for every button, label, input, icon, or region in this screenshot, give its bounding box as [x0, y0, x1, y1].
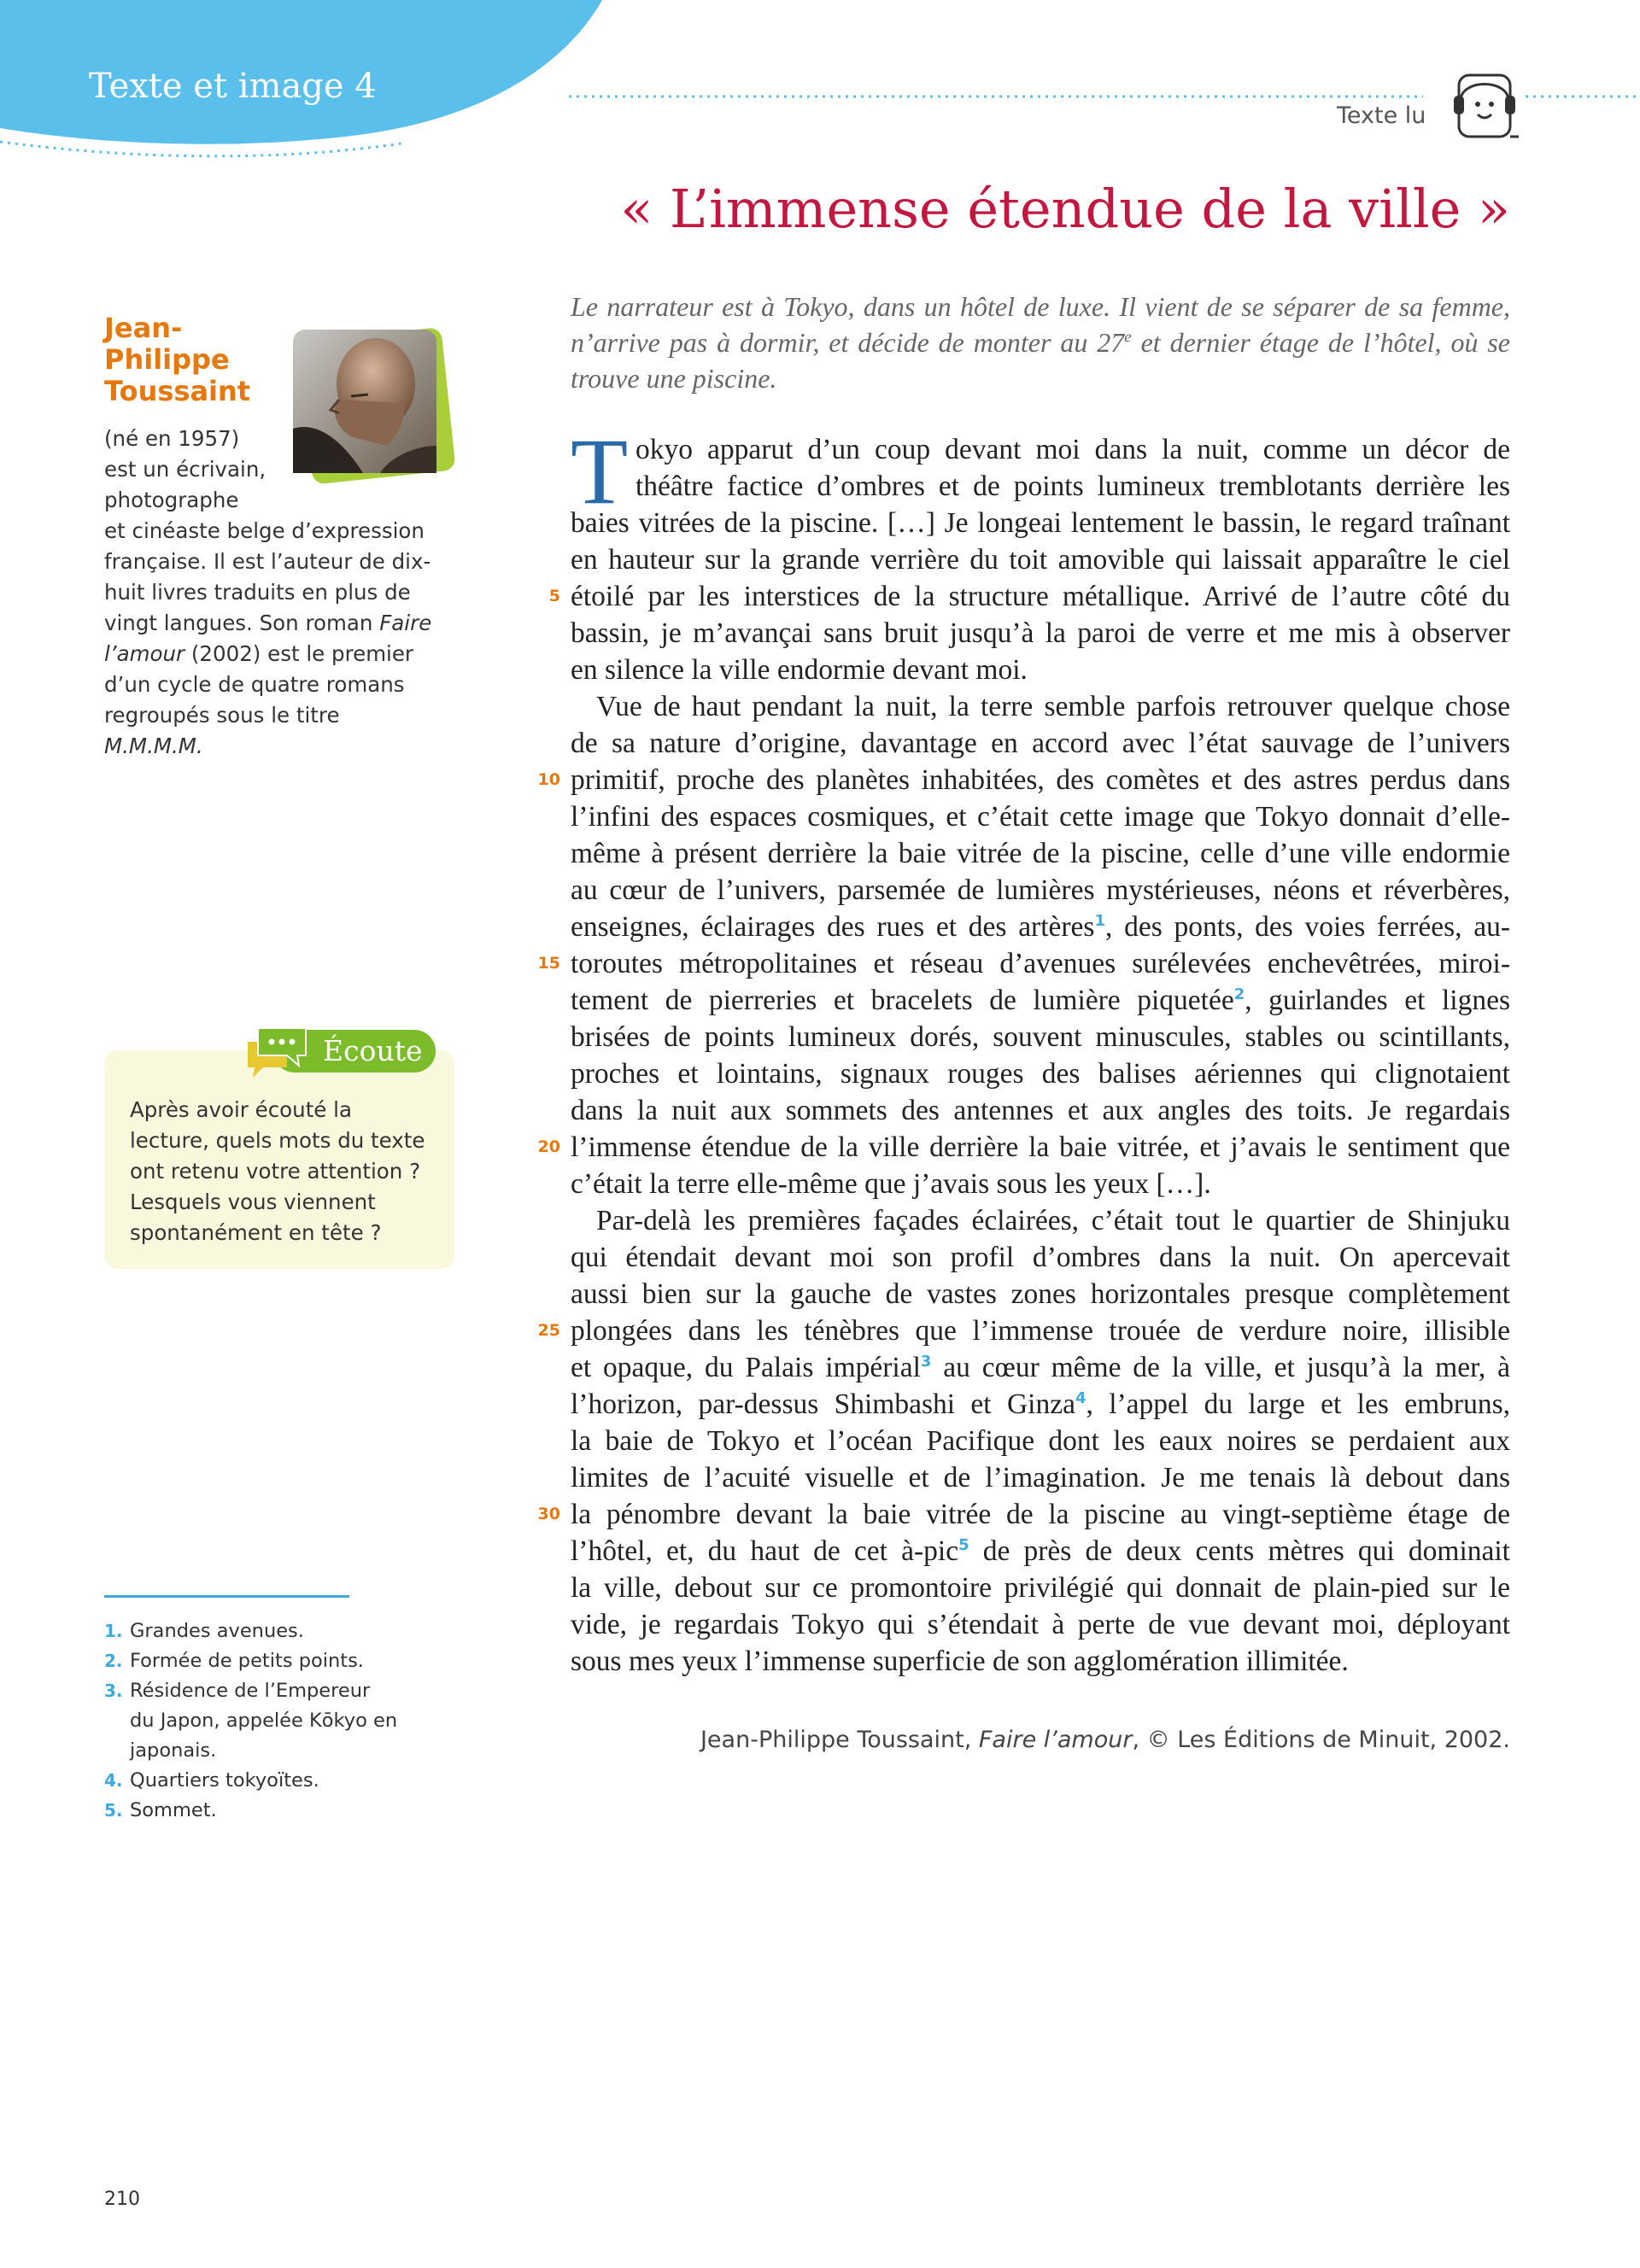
- text-line: okyo apparut d’un coup devant moi dans la nuit, comme un décor de: [636, 434, 1510, 465]
- text-line: enseignes, éclairages des rues et des artères$^1$, des ponts, des voies ferrées, au-: [571, 911, 1510, 943]
- page-number: 210: [104, 2189, 140, 2210]
- text-line: qui étendait devant moi son profil d’ombres dans la nuit. On apercevait: [571, 1242, 1510, 1273]
- text-line: Vue de haut pendant la nuit, la terre semble parfois retrouver quelque chose: [596, 691, 1510, 722]
- bio-line-cycle: regroupés sous le titre M.M.M.M.: [104, 703, 340, 758]
- footnote-number: 3.: [104, 1681, 123, 1701]
- footnote-ref: 3: [920, 1352, 932, 1371]
- author-name: Jean- Philippe Toussaint: [104, 312, 251, 407]
- footnote-text: Quartiers tokyoïtes.: [130, 1769, 319, 1792]
- text-line: limites de l’acuité visuelle et de l’imagination. Je me tenais là debout dans: [571, 1462, 1510, 1493]
- footnote: [104, 1766, 429, 1796]
- headphones-face-icon: [1452, 67, 1520, 143]
- line-number: 10: [537, 770, 560, 789]
- footnote-text: Formée de petits points.: [130, 1650, 364, 1672]
- text-line: tement de pierreries et bracelets de lumière piquetée$^2$, guirlandes et lignes: [571, 985, 1510, 1016]
- text-line: c’était la terre elle-même que j’avais sous les yeux […].: [571, 1168, 1211, 1200]
- text-line: brisées de points lumineux dorés, souvent minuscules, stables ou scintillants,: [571, 1021, 1510, 1053]
- text-line: 15 toroutes métropolitaines et réseau d’avenues surélevées enchevêtrées, miroi-: [571, 945, 1510, 982]
- text-line: 25 plongées dans les ténèbres que l’immense trouée de verdure noire, illisible: [571, 1312, 1510, 1349]
- text-line: au cœur de l’univers, parsemée de lumières mystérieuses, néons et réverbères,: [571, 874, 1510, 906]
- text-line: 30 la pénombre devant la baie vitrée de la piscine au vingt-septième étage de: [571, 1496, 1510, 1533]
- footnote-number: 4.: [104, 1770, 123, 1791]
- line-number: 20: [537, 1137, 560, 1156]
- text-line: en silence la ville endormie devant moi.: [571, 654, 1028, 686]
- footnote-number: 2.: [104, 1651, 123, 1671]
- speech-bubbles-icon: [244, 1023, 313, 1083]
- text-line: théâtre factice d’ombres et de points lumineux tremblotants derrière les: [636, 471, 1510, 502]
- section-tab: Texte et image 4: [89, 67, 377, 106]
- text-line: 10 primitif, proche des planètes inhabitées, des comètes et des astres perdus dans: [571, 762, 1510, 798]
- text-line: vide, je regardais Tokyo qui s’étendait à perte de vue devant moi, déployant: [571, 1609, 1510, 1640]
- source-citation: Jean-Philippe Toussaint, Faire l’amour, © Les Éditions de Minuit, 2002.: [700, 1727, 1510, 1753]
- footnote-text: Sommet.: [130, 1799, 217, 1821]
- text-line: et opaque, du Palais impérial$^3$ au cœur même de la ville, et jusqu’à la mer, à: [571, 1352, 1511, 1383]
- text-line: baies vitrées de la piscine. […] Je longeai lentement le bassin, le regard traînant: [571, 507, 1510, 539]
- text-line: 5 étoilé par les interstices de la structure métallique. Arrivé de l’autre côté du: [571, 578, 1510, 615]
- page-title: « L’immense étendue de la ville »: [620, 178, 1510, 240]
- text-line: aussi bien sur la gauche de vastes zones horizontales presque complètement: [571, 1278, 1510, 1310]
- line-number: 30: [537, 1505, 560, 1523]
- text-line: bassin, je m’avançai sans bruit jusqu’à la paroi de verre et me mis à observer: [571, 617, 1510, 649]
- intro-text: Le narrateur est à Tokyo, dans un hôtel de luxe. Il vient de se séparer de sa femme, n’arrive pas à dormir, et décide de monter au 27e et dernier étage de l’hôtel, où se trouve une piscine.: [571, 291, 1511, 394]
- footnote-text: Grandes avenues.: [130, 1620, 304, 1642]
- footnote-ref: 1: [1094, 911, 1105, 930]
- footnotes: [104, 1616, 429, 1826]
- author-bio: (né en 1957) est un écrivain, photographe et cinéaste belge d’expression française. Il est l’auteur de dix- huit livres traduits en plus de vingt langues. Son roman Faire l’amour (2002) est le premier d’un cycle de quatre romans regroupés sous le titre M.M.M.M.: [104, 424, 437, 762]
- footnote-ref: 2: [1233, 985, 1245, 1003]
- bio-line-novel: vingt langues. Son roman Faire: [104, 611, 432, 635]
- text-line: de sa nature d’origine, davantage en accord avec l’état sauvage de l’univers: [571, 728, 1510, 759]
- line-number: 15: [537, 954, 560, 973]
- novel-title-cont: l’amour: [104, 641, 185, 666]
- ecoute-label: Écoute: [323, 1034, 423, 1067]
- footnote-number: 5.: [104, 1800, 123, 1821]
- footnote-ref: 5: [958, 1535, 969, 1554]
- novel-title: Faire: [379, 611, 432, 635]
- text-line: Par-delà les premières façades éclairées, c’était tout le quartier de Shinjuku: [596, 1205, 1510, 1236]
- footnote-number: 1.: [104, 1621, 123, 1641]
- drop-cap: T: [571, 419, 629, 523]
- line-number: 5: [548, 587, 560, 605]
- main-text: [537, 419, 1511, 1680]
- text-line: la ville, debout sur ce promontoire privilégié qui donnait de plain-pied sur le: [571, 1572, 1510, 1604]
- text-line: même à présent derrière la baie vitrée de la piscine, celle d’une ville endormie: [571, 838, 1510, 869]
- text-line: l’infini des espaces cosmiques, et c’était cette image que Tokyo donnait d’elle-: [571, 801, 1510, 833]
- text-line: dans la nuit aux sommets des antennes et aux angles des toits. Je regardais: [571, 1095, 1510, 1126]
- footnote: [104, 1616, 429, 1646]
- footnotes-rule: [104, 1595, 349, 1598]
- footnote-ref: 4: [1075, 1388, 1086, 1407]
- line-number: 25: [537, 1321, 560, 1340]
- ecoute-question: Après avoir écouté la lecture, quels mots du texte ont retenu votre attention ? Lesquels vous viennent spontanément en tête ?: [130, 1097, 425, 1245]
- text-line: proches et lointains, signaux rouges des balises aériennes qui clignotaient: [571, 1058, 1510, 1090]
- text-line: sous mes yeux l’immense superficie de son agglomération illimitée.: [571, 1645, 1349, 1677]
- bio-line-year: l’amour (2002) est le premier: [104, 641, 414, 666]
- footnote: [104, 1646, 429, 1676]
- text-line: la baie de Tokyo et l’océan Pacifique dont les eaux noires se perdaient aux: [571, 1425, 1510, 1457]
- texte-lu-label: Texte lu: [1337, 102, 1426, 129]
- footnote: [104, 1676, 429, 1766]
- cycle-title: M.M.M.M.: [104, 734, 203, 758]
- text-line: en hauteur sur la grande verrière du toit amovible qui laissait apparaître le ciel: [571, 544, 1510, 576]
- text-line: l’hôtel, et, du haut de cet à-pic$^5$ de près de deux cents mètres qui dominait: [571, 1535, 1510, 1567]
- footnote: [104, 1796, 429, 1826]
- text-line: l’horizon, par-dessus Shimbashi et Ginza$^4$, l’appel du large et les embruns,: [571, 1388, 1510, 1420]
- footnote-text: Résidence de l’Empereur du Japon, appelée Kōkyo en japonais.: [130, 1680, 398, 1762]
- text-line: 20 l’immense étendue de la ville derrière la baie vitrée, et j’avais le sentiment que: [571, 1129, 1510, 1166]
